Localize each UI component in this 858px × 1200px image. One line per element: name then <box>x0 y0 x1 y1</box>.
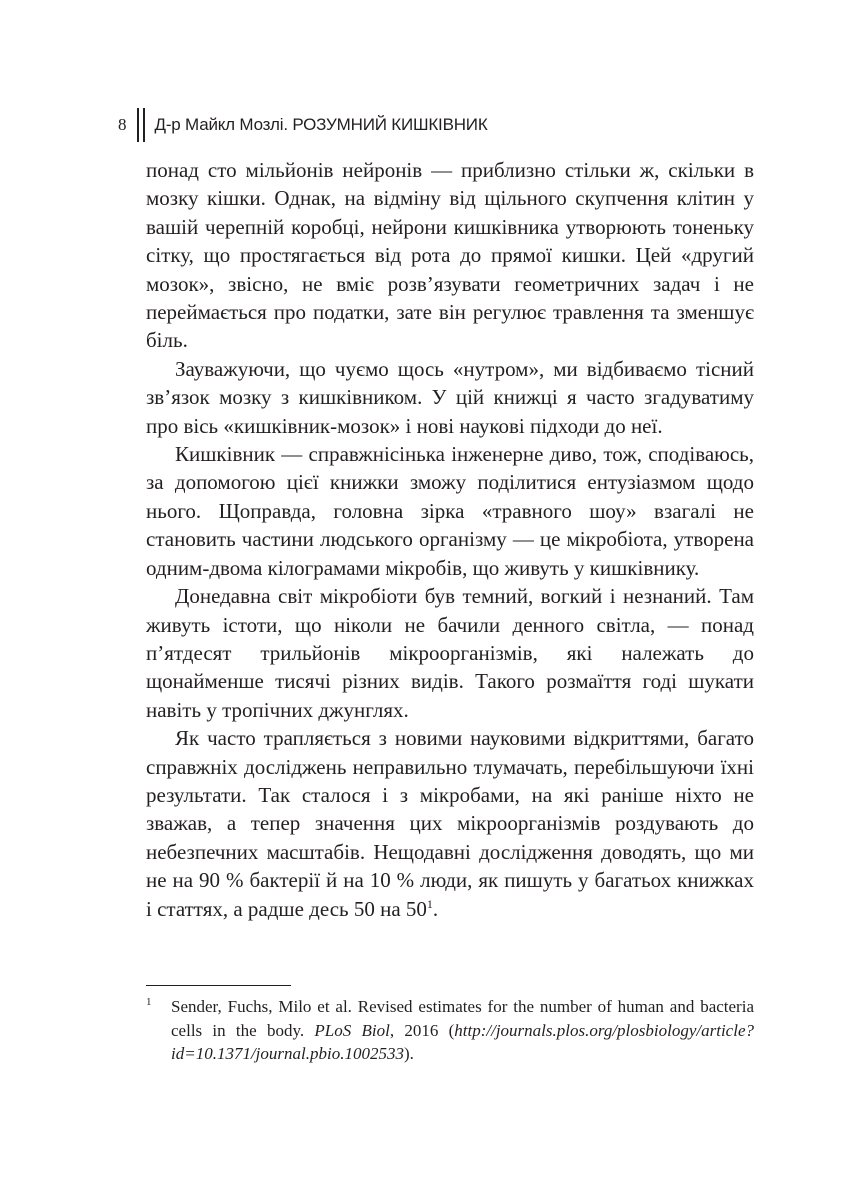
header-rule-right <box>143 108 145 142</box>
paragraph-2: Зауважуючи, що чуємо щось «нутром», ми відбиваємо тісний зв’язок мозку з кишківником. У цій книжці я часто згадуватиму про вісь «кишківник-мозок» і нові наукові підходи до неї. <box>146 356 754 438</box>
paragraph-4: Донедавна світ мікробіоти був темний, вогкий і незнаний. Там живуть істоти, що ніколи не бачили денного світла, — понад п’ятдесят трильйонів мікроорганізмів, які належать до щонайменше тисячі різних видів. Такого розмаїття годі шукати навіть у тропічних джунглях. <box>146 584 754 722</box>
running-header <box>118 110 488 140</box>
footnote-text <box>171 995 754 1066</box>
paragraph-5-text: Як часто трапляється з новими науковими відкриттями, багато справжніх досліджень неправильно тлумачать, перебільшуючи їхні результати. Так сталося і з мікробами, на які раніше ніхто не зважав, а тепер значення цих мікроорганізмів роздувають до небезпечних масштабів. Нещодавні дослідження доводять, що ми не на 90 % бактерії й на 10 % люди, як пишуть у багатьох книжках і статтях, а радше десь 50 на 50 <box>146 726 754 921</box>
paragraph-5-end: . <box>432 896 439 921</box>
footnote-reference[interactable]: 1 <box>426 896 433 911</box>
header-rule-left <box>137 108 139 142</box>
running-title: Д-р Майкл Мозлі. РОЗУМНИЙ КИШКІВНИК <box>154 115 488 134</box>
footnote-divider <box>146 985 291 986</box>
page-number: 8 <box>118 115 127 134</box>
paragraph-3: Кишківник — справжнісінька інженерне диво, тож, сподіваюсь, за допомогою цієї книжки зможу поділитися ентузіазмом щодо нього. Щоправда, головна зірка «травного шоу» взагалі не становить частини людського організму — це мікробіота, утворена одним-двома кілограмами мікробів, що живуть у кишківнику. <box>146 442 754 580</box>
body-text <box>146 156 754 923</box>
footnote-year: , 2016 ( <box>389 1020 455 1040</box>
footnote-close: ). <box>403 1044 414 1063</box>
footnote-authors: Sender, Fuchs, Milo et al. Revised estimates for the number of human and bacteria cells in the body. <box>171 997 754 1040</box>
footnote-journal: PLoS Biol <box>314 1020 390 1040</box>
paragraph-5 <box>146 724 754 923</box>
footnote <box>146 995 754 1066</box>
footnote-url[interactable]: http://journals.plos.org/plosbiology/article?id=10.1371/journal.pbio.1002533 <box>171 1020 754 1063</box>
footnote-mark: 1 <box>146 996 152 1008</box>
paragraph-1: понад сто мільйонів нейронів — приблизно стільки ж, скільки в мозку кішки. Однак, на відміну від щільного скупчення клітин у вашій черепній коробці, нейрони кишківника утворюють тоненьку сітку, що простягається від рота до прямої кишки. Цей «другий мозок», звісно, не вміє розв’язувати геометричних задач і не переймається про податки, зате він регулює травлення та зменшує біль. <box>146 158 754 353</box>
